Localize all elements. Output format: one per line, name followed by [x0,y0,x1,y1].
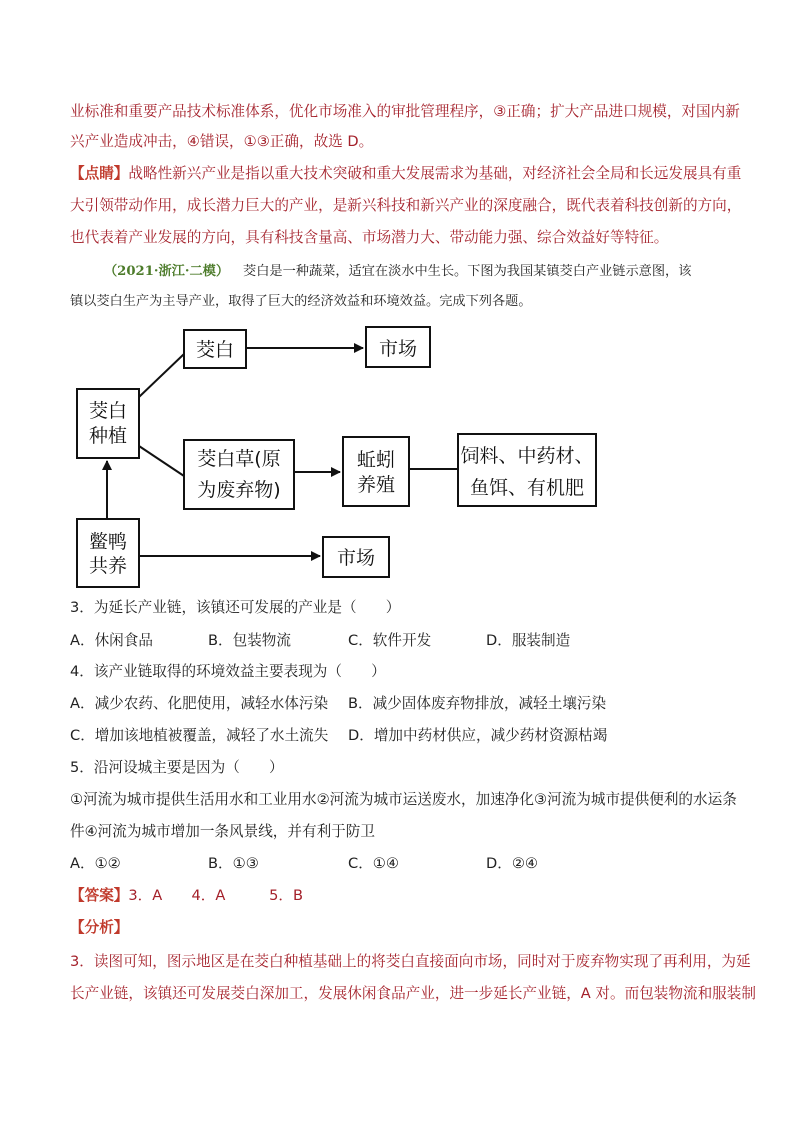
label-products-2: 鱼饵、有机肥 [469,477,585,499]
dianjing-line-3: 也代表着产业发展的方向，具有科技含量高、市场潜力大、带动能力强、综合效益好等特征。 [70,229,669,246]
analysis-line-1: 3．读图可知，图示地区是在茭白种植基础上的将茭白直接面向市场，同时对于废弃物实现了再利用，为延 [70,953,751,970]
dianjing-text-1: 战略性新兴产业是指以重大技术突破和重大发展需求为基础，对经济社会全局和长远发展具有重 [128,165,742,182]
analysis-tag: 【分析】 [70,919,129,936]
label-market-top: 市场 [378,338,418,360]
q4-option-a: A．减少农药、化肥使用，减轻水体污染 [70,695,329,712]
q5-option-a: A．①② [70,855,121,872]
answer-text: 3．A 4．A 5．B [128,887,303,904]
answer-line [70,886,303,906]
dianjing-line-2: 大引领带动作用，成长潜力巨大的产业，是新兴科技和新兴产业的深度融合，既代表着科技创新的方向， [70,197,742,214]
analysis-tag-line [70,918,128,938]
label-turtle-1: 鳖鸭 [88,531,128,553]
question-3: 3．为延长产业链，该镇还可发展的产业是（ ） [70,599,401,616]
q3-option-c: C．软件开发 [348,632,432,649]
question-source: （2021·浙江·二模） [104,264,230,279]
question-4: 4．该产业链取得的环境效益主要表现为（ ） [70,663,386,680]
q5-option-c: C．①④ [348,855,399,872]
question-intro-line-2: 镇以茭白生产为主导产业，取得了巨大的经济效益和环境效益。完成下列各题。 [70,294,532,309]
connector-planting-jiaobai [139,354,184,397]
prev-analysis-line-1: 业标准和重要产品技术标准体系，优化市场准入的审批管理程序，③正确；扩大产品进口规模，对国内新 [70,103,740,120]
q4-option-c: C．增加该地植被覆盖，减轻了水土流失 [70,727,329,744]
dianjing-tag: 【点睛】 [70,165,129,182]
label-market-bottom: 市场 [336,547,376,569]
answer-tag: 【答案】 [70,887,129,904]
q3-option-a: A．休闲食品 [70,632,153,649]
question-5-body-2: 件④河流为城市增加一条风景线，并有利于防卫 [70,823,375,840]
label-worm-2: 养殖 [356,474,396,496]
intro-text-1: 茭白是一种蔬菜，适宜在淡水中生长。下图为我国某镇茭白产业链示意图，该 [243,264,692,279]
q3-option-b: B．包装物流 [208,632,291,649]
q3-option-d: D．服装制造 [486,632,571,649]
prev-analysis-line-2: 兴产业造成冲击，④错误，①③正确，故选 D。 [70,133,374,150]
label-jiaobai: 茭白 [195,339,235,361]
label-straw-1: 茭白草(原 [197,448,281,470]
label-products-1: 饲料、中药材、 [460,445,594,467]
question-5: 5．沿河设城主要是因为（ ） [70,759,284,776]
label-turtle-2: 共养 [88,555,128,577]
q4-option-b: B．减少固体废弃物排放，减轻土壤污染 [348,695,607,712]
q5-option-d: D．②④ [486,855,538,872]
q5-option-b: B．①③ [208,855,259,872]
label-planting-1: 茭白 [88,400,128,422]
question-5-body-1: ①河流为城市提供生活用水和工业用水②河流为城市运送废水，加速净化③河流为城市提供便利的水运条 [70,791,737,808]
label-planting-2: 种植 [88,425,128,447]
q4-option-d: D．增加中药材供应，减少药材资源枯竭 [348,727,608,744]
connector-planting-straw [139,446,184,476]
label-straw-2: 为废弃物) [197,479,281,501]
analysis-line-2: 长产业链，该镇还可发展茭白深加工，发展休闲食品产业，进一步延长产业链，A 对。而包装物流和服装制 [70,985,756,1002]
label-worm-1: 蚯蚓 [356,449,396,471]
